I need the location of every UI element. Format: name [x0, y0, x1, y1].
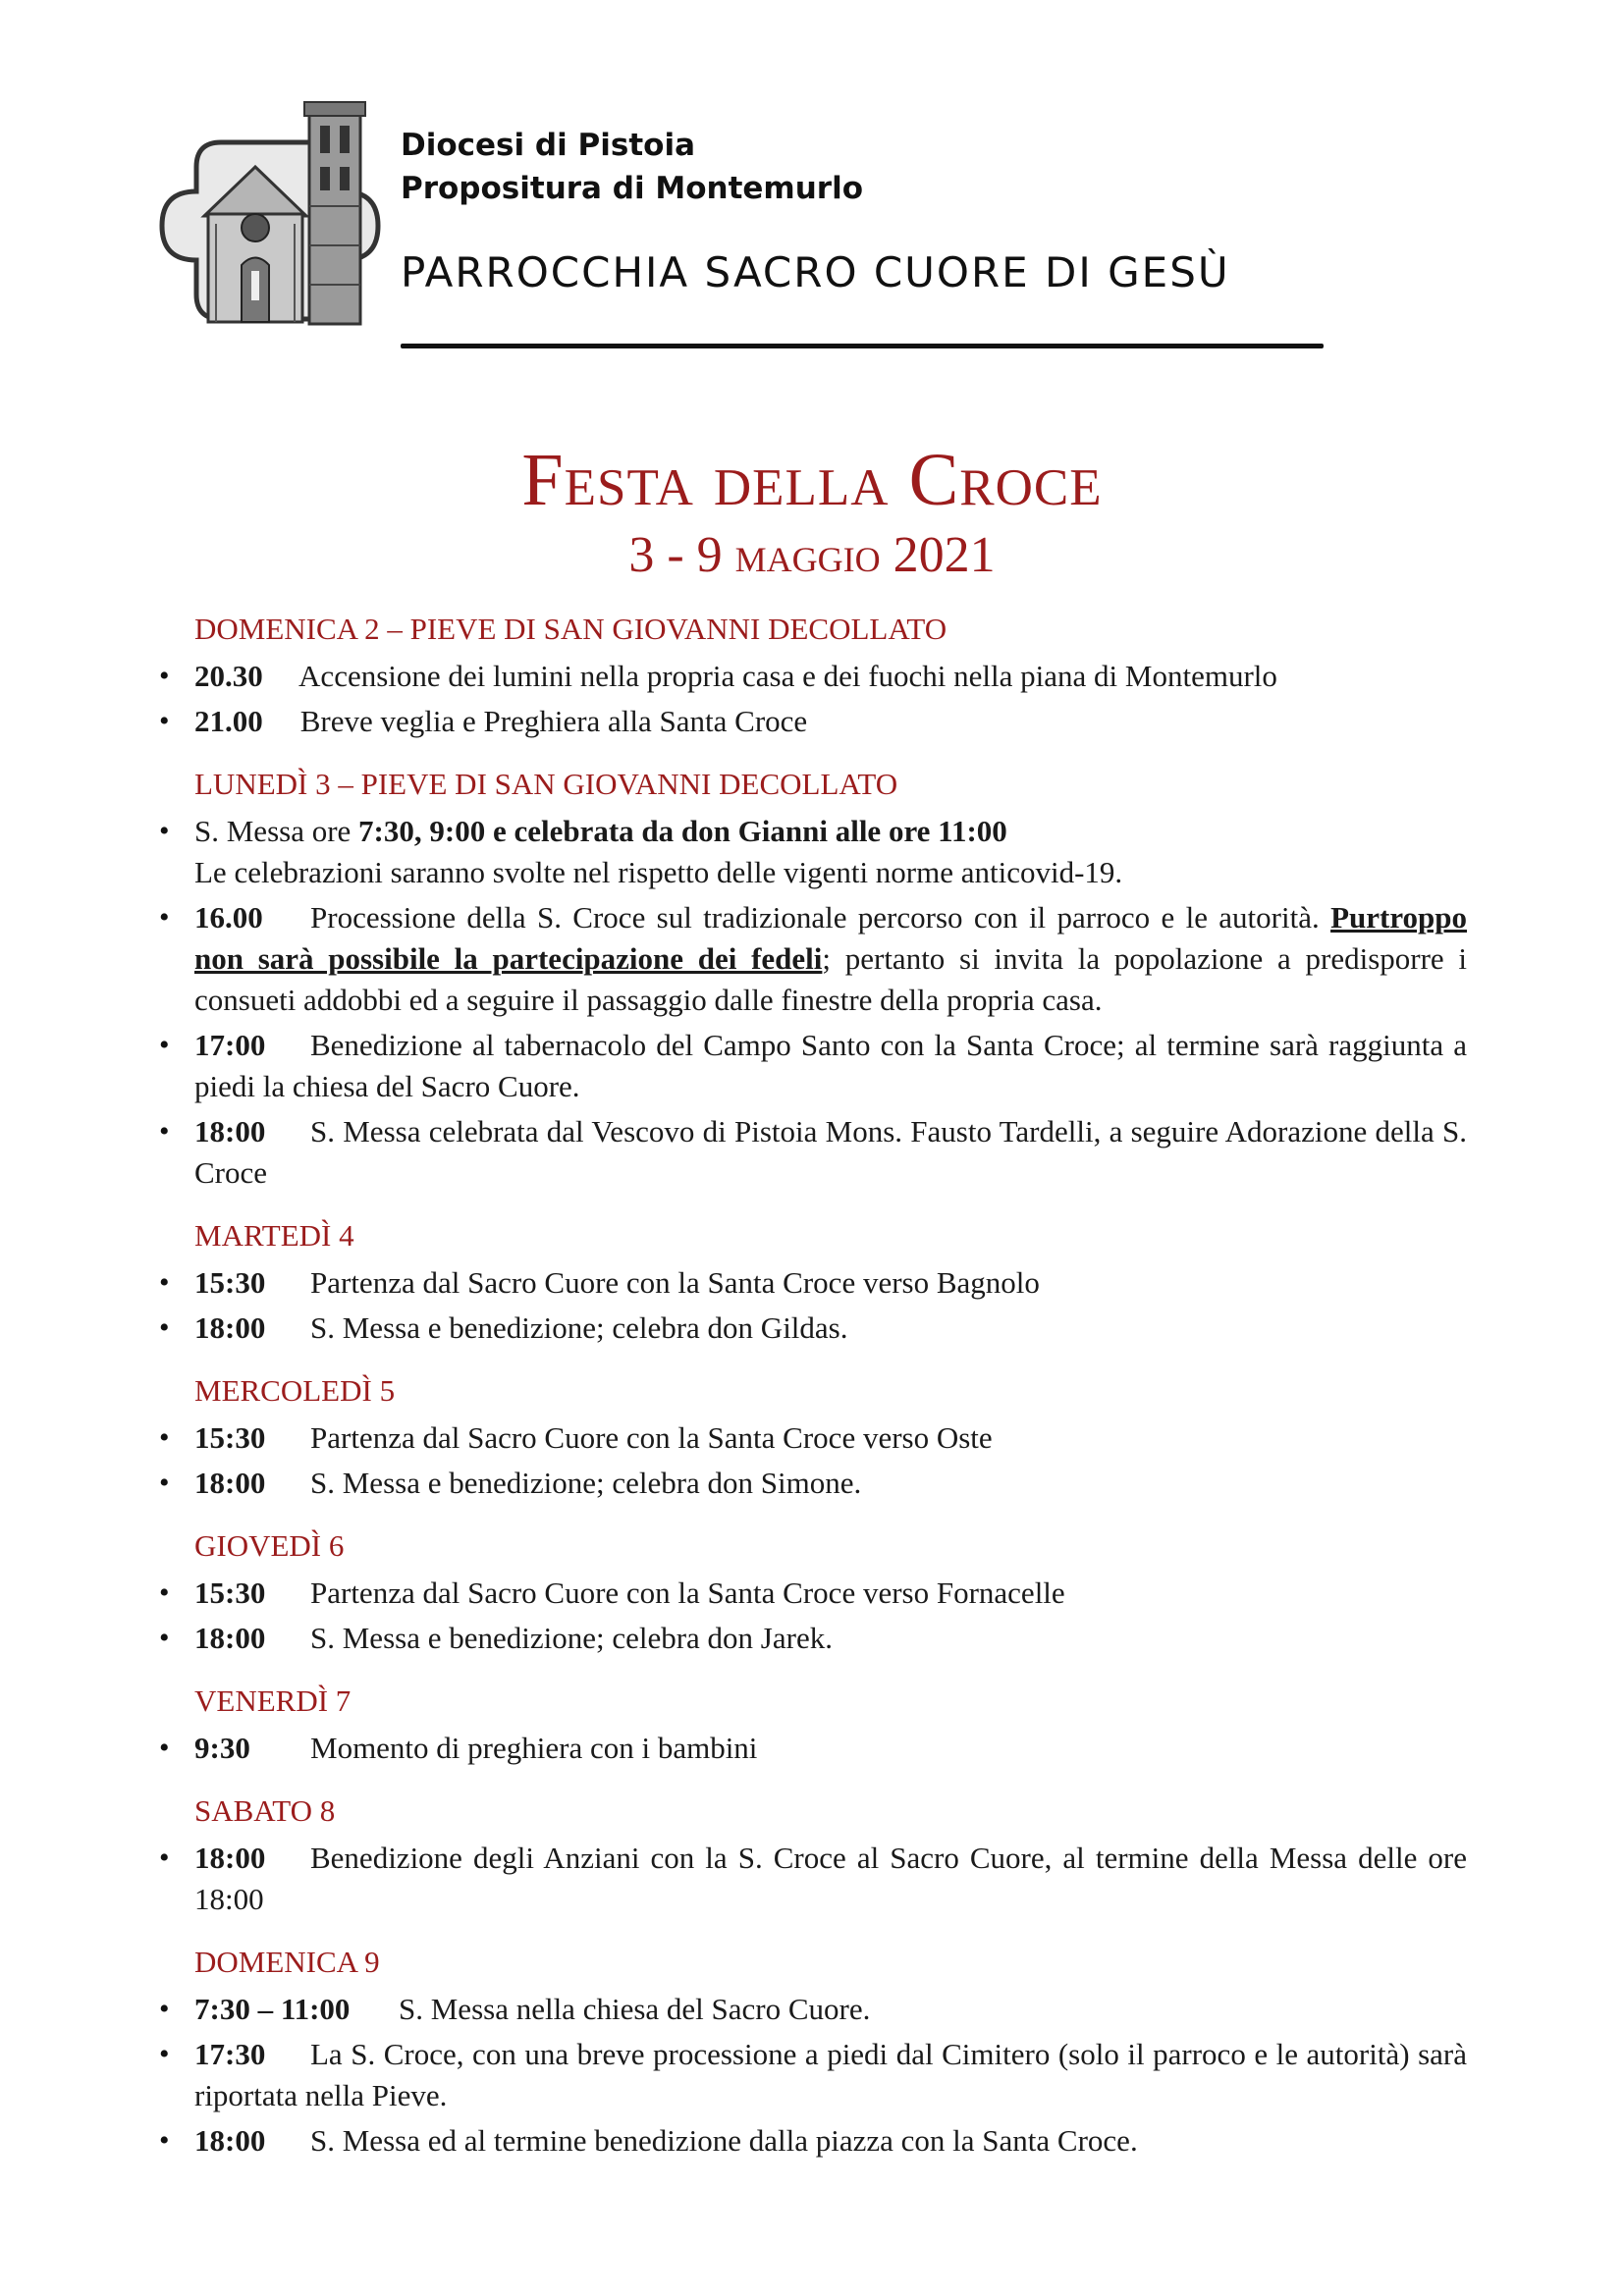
event-time: 15:30 — [194, 1575, 266, 1610]
diocese-name: Diocesi di Pistoia — [401, 128, 695, 163]
event-time: 18:00 — [194, 1841, 266, 1875]
list-item — [194, 2120, 1467, 2162]
day-heading: DOMENICA 9 — [194, 1945, 380, 1979]
event-list — [194, 811, 1467, 1194]
event-text: Le celebrazioni saranno svolte nel rispetto delle vigenti norme anticovid-19. — [194, 855, 1123, 889]
event-text-continued: ; pertanto si invita la popolazione a predisporre i consueti addobbi ed a seguire il passaggio dalle finestre della propria casa. — [194, 941, 1467, 1017]
day-section — [194, 607, 1467, 742]
event-time: 18:00 — [194, 1114, 266, 1148]
list-item — [194, 2034, 1467, 2116]
list-item — [194, 1417, 1467, 1459]
event-time: 18:00 — [194, 1621, 266, 1655]
event-list — [194, 1417, 1467, 1504]
day-section — [194, 762, 1467, 1194]
event-text: S. Messa nella chiesa del Sacro Cuore. — [399, 1992, 871, 2026]
propositura-name: Propositura di Montemurlo — [401, 171, 864, 206]
list-item — [194, 1989, 1467, 2030]
header-divider — [401, 344, 1324, 348]
event-time: 15:30 — [194, 1420, 266, 1455]
list-item — [194, 1573, 1467, 1614]
list-item — [194, 1308, 1467, 1349]
list-item — [194, 1463, 1467, 1504]
event-times-bold: 7:30, 9:00 e celebrata da don Gianni alle ore 11:00 — [358, 814, 1007, 848]
event-time: 17:00 — [194, 1028, 266, 1062]
event-time: 21.00 — [194, 704, 263, 738]
day-section — [194, 1789, 1467, 1920]
event-text: S. Messa celebrata dal Vescovo di Pistoia Mons. Fausto Tardelli, a seguire Adorazione della S. Croce — [194, 1114, 1467, 1190]
event-text: Benedizione al tabernacolo del Campo Santo con la Santa Croce; al termine sarà raggiunta a piedi la chiesa del Sacro Cuore. — [194, 1028, 1467, 1103]
event-text: S. Messa e benedizione; celebra don Jarek. — [310, 1621, 833, 1655]
parish-name: PARROCCHIA SACRO CUORE DI GESÙ — [401, 248, 1230, 296]
letterhead — [157, 98, 1335, 353]
event-list — [194, 1573, 1467, 1659]
event-list — [194, 656, 1467, 742]
event-text: La S. Croce, con una breve processione a piedi dal Cimitero (solo il parroco e le autorità) sarà riportata nella Pieve. — [194, 2037, 1467, 2112]
page-subtitle: 3 - 9 maggio 2021 — [628, 527, 996, 583]
event-time: 18:00 — [194, 1310, 266, 1345]
day-heading: MARTEDÌ 4 — [194, 1218, 354, 1253]
day-section — [194, 1368, 1467, 1504]
event-text: S. Messa e benedizione; celebra don Simone. — [310, 1466, 862, 1500]
event-time: 15:30 — [194, 1265, 266, 1300]
event-time: 7:30 – 11:00 — [194, 1992, 351, 2026]
event-time: 16.00 — [194, 900, 263, 934]
list-item — [194, 1025, 1467, 1107]
event-time: 18:00 — [194, 2123, 266, 2158]
day-heading: SABATO 8 — [194, 1793, 336, 1828]
event-list — [194, 1838, 1467, 1920]
event-text: Benedizione degli Anziani con la S. Croce al Sacro Cuore, al termine della Messa delle ore 18:00 — [194, 1841, 1467, 1916]
event-time: 9:30 — [194, 1731, 250, 1765]
event-time: 20.30 — [194, 659, 263, 693]
event-text: Processione della S. Croce sul tradizionale percorso con il parroco e le autorità. — [310, 900, 1320, 934]
list-item — [194, 1728, 1467, 1769]
list-item — [194, 1838, 1467, 1920]
page-title: Festa della Croce — [521, 439, 1103, 521]
event-text: Partenza dal Sacro Cuore con la Santa Croce verso Fornacelle — [310, 1575, 1065, 1610]
day-heading: DOMENICA 2 – PIEVE DI SAN GIOVANNI DECOLLATO — [194, 612, 947, 646]
event-warning: Purtroppo non sarà possibile la partecipazione dei fedeli — [194, 900, 1468, 976]
day-heading: LUNEDÌ 3 – PIEVE DI SAN GIOVANNI DECOLLATO — [194, 767, 898, 801]
event-text: Partenza dal Sacro Cuore con la Santa Croce verso Bagnolo — [310, 1265, 1040, 1300]
day-heading: GIOVEDÌ 6 — [194, 1528, 345, 1563]
list-item — [194, 1262, 1467, 1304]
day-heading: MERCOLEDÌ 5 — [194, 1373, 396, 1408]
event-text: S. Messa e benedizione; celebra don Gildas. — [310, 1310, 848, 1345]
day-section — [194, 1679, 1467, 1769]
church-bell-tower-icon — [157, 98, 383, 336]
list-item — [194, 656, 1467, 697]
program — [194, 607, 1467, 2181]
event-text: Breve veglia e Preghiera alla Santa Croce — [299, 704, 808, 738]
event-list — [194, 1728, 1467, 1769]
day-section — [194, 1213, 1467, 1349]
list-item — [194, 701, 1467, 742]
event-time: 17:30 — [194, 2037, 266, 2071]
event-text: Accensione dei lumini nella propria casa e dei fuochi nella piana di Montemurlo — [298, 659, 1277, 693]
event-list — [194, 1989, 1467, 2162]
event-time: 18:00 — [194, 1466, 266, 1500]
event-list — [194, 1262, 1467, 1349]
event-text: Partenza dal Sacro Cuore con la Santa Croce verso Oste — [310, 1420, 993, 1455]
organization-names — [401, 124, 863, 210]
list-item — [194, 1618, 1467, 1659]
event-prefix: S. Messa ore — [194, 814, 359, 848]
day-heading: VENERDÌ 7 — [194, 1683, 352, 1718]
event-text: S. Messa ed al termine benedizione dalla piazza con la Santa Croce. — [310, 2123, 1138, 2158]
list-item — [194, 897, 1467, 1021]
day-section — [194, 1523, 1467, 1659]
day-section — [194, 1940, 1467, 2162]
event-text: Momento di preghiera con i bambini — [310, 1731, 758, 1765]
list-item — [194, 1111, 1467, 1194]
list-item — [194, 811, 1467, 893]
